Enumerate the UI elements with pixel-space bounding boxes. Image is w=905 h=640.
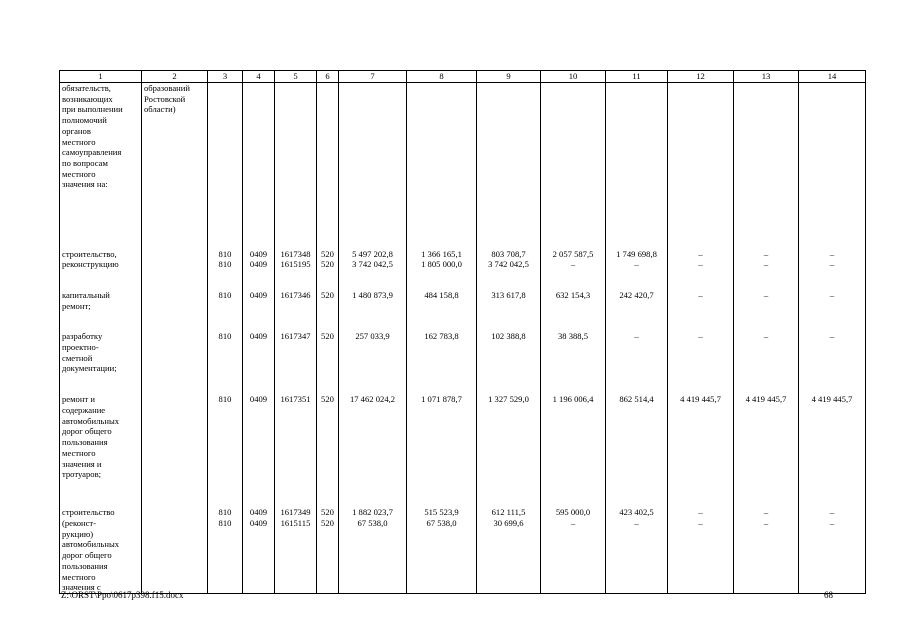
cell-text: самоуправления [62,147,122,158]
value-cell [243,487,275,593]
value-cell [477,229,541,270]
value-cell [541,311,606,374]
value-cell [275,229,317,270]
cell-text: дорог общего [62,550,112,561]
value-cell [606,229,668,270]
cell-text: 1 805 000,0 [421,259,462,270]
cell-text: 67 538,0 [357,518,388,529]
row-label-cell [60,83,142,229]
cell-text: – [698,289,703,300]
table-row [60,83,866,229]
value-cell [208,83,243,229]
cell-text: 0409 [249,248,268,259]
cell-text: 520 [321,248,334,259]
value-cell [606,83,668,229]
column-header: 12 [668,71,734,83]
cell-text: 612 111,5 [491,507,526,518]
value-cell [799,374,866,487]
cell-text: 2 057 587,5 [552,248,594,259]
value-cell [606,487,668,593]
footer-file-path: Z:\ORST\Ppo\0617p398.f15.docx [61,590,184,600]
value-cell [606,374,668,487]
value-cell [799,270,866,311]
cell-text: 5 497 202,8 [352,248,393,259]
value-cell [407,311,477,374]
cell-text: документации; [62,363,117,374]
cell-text: обязательств, [62,83,111,93]
cell-text: содержание [62,405,106,416]
value-cell [208,270,243,311]
cell-text: дорог общего [62,426,112,437]
column-header: 2 [142,71,208,83]
cell-text: по вопросам [62,157,108,168]
value-cell [317,374,339,487]
table-row [60,311,866,374]
value-cell [275,83,317,229]
cell-text: органов [62,125,91,136]
note-cell [142,229,208,270]
cell-text: разработку [62,331,103,342]
value-cell [407,229,477,270]
table-row [60,487,866,593]
cell-text: 520 [321,289,334,300]
cell-text: 862 514,4 [619,394,654,405]
value-cell [339,229,407,270]
cell-text: – [634,331,639,342]
value-cell [339,311,407,374]
value-cell [317,311,339,374]
cell-text: 4 419 445,7 [680,394,721,405]
cell-text: 810 [218,248,232,259]
column-header: 8 [407,71,477,83]
cell-text: значения и [62,458,102,469]
value-cell [606,311,668,374]
value-cell [477,487,541,593]
cell-text: – [763,289,769,300]
value-cell [275,487,317,593]
cell-text: пользования [62,560,108,571]
cell-text: 30 699,6 [493,518,524,529]
cell-text: 4 419 445,7 [745,394,787,405]
cell-text: 810 [218,289,232,300]
cell-text: 595 000,0 [555,507,591,518]
cell-text: – [763,259,769,270]
cell-text: 515 523,9 [424,507,459,518]
value-cell [606,270,668,311]
value-cell [668,270,734,311]
cell-text: – [698,518,703,529]
cell-text: 0409 [249,394,268,405]
cell-text: значения с [62,582,101,593]
value-cell [243,229,275,270]
cell-text: 0409 [249,289,268,300]
column-header: 6 [317,71,339,83]
row-label-cell [60,311,142,374]
table-body [60,83,866,594]
value-cell [208,374,243,487]
cell-text: 632 154,3 [555,289,591,300]
cell-text: 520 [321,518,334,529]
value-cell [734,229,799,270]
cell-text: 0409 [249,331,268,342]
cell-text: автомобильных [62,539,120,550]
cell-text: 810 [218,259,232,270]
cell-text: – [698,331,703,342]
note-cell [142,270,208,311]
cell-text: – [763,248,769,259]
cell-text: – [829,289,835,300]
cell-text: 1615115 [280,518,311,529]
cell-text: местного [62,136,96,147]
column-header: 14 [799,71,866,83]
column-header: 3 [208,71,243,83]
cell-text: 520 [321,331,334,342]
cell-text: – [698,248,703,259]
value-cell [317,270,339,311]
row-label-cell [60,229,142,270]
column-header: 5 [275,71,317,83]
cell-text: 810 [218,518,232,529]
value-cell [339,270,407,311]
cell-text: местного [62,447,96,458]
cell-text: сметной [62,352,93,363]
cell-text: области) [144,104,176,115]
value-cell [317,229,339,270]
value-cell [407,374,477,487]
cell-text: рукцию) [62,528,94,539]
value-cell [275,270,317,311]
cell-text: 17 462 024,2 [349,394,396,405]
value-cell [339,83,407,229]
value-cell [407,83,477,229]
cell-text: автомобильных [62,415,120,426]
note-cell [142,487,208,593]
cell-text: 102 388,8 [491,331,526,342]
note-cell [142,311,208,374]
cell-text: 1617347 [280,331,311,342]
cell-text: 38 388,5 [557,331,589,342]
cell-text: 1 071 878,7 [421,394,462,405]
value-cell [541,229,606,270]
table-header-row [60,71,866,83]
value-cell [208,311,243,374]
cell-text: 313 617,8 [491,289,526,300]
cell-text: 257 033,9 [355,331,390,342]
cell-text: реконструкцию [62,259,119,270]
cell-text: – [829,331,835,342]
cell-text: 242 420,7 [619,289,654,300]
table-row [60,229,866,270]
value-cell [799,487,866,593]
cell-text: – [763,507,769,518]
cell-text: – [763,518,769,529]
column-header: 7 [339,71,407,83]
cell-text: 1 196 006,4 [552,394,594,405]
cell-text: 1 749 698,8 [616,248,657,259]
value-cell [541,487,606,593]
cell-text: – [763,331,769,342]
row-label-cell [60,374,142,487]
page-number: 68 [824,590,833,600]
cell-text: 0409 [249,259,268,270]
cell-text: 520 [321,507,334,518]
value-cell [668,374,734,487]
cell-text: 810 [218,507,232,518]
cell-text: Ростовской [144,93,186,104]
cell-text: при выполнении [62,104,123,115]
cell-text: местного [62,571,96,582]
cell-text: 67 538,0 [426,518,457,529]
value-cell [477,270,541,311]
value-cell [541,270,606,311]
cell-text: 0409 [249,507,268,518]
cell-text: (реконст- [62,518,97,529]
value-cell [339,374,407,487]
cell-text: значения на: [62,179,108,190]
value-cell [734,311,799,374]
cell-text: местного [62,168,96,179]
row-label-cell [60,270,142,311]
value-cell [339,487,407,593]
value-cell [317,487,339,593]
cell-text: 1617348 [280,248,311,259]
cell-text: – [634,259,639,270]
cell-text: возникающих [62,93,113,104]
cell-text: – [570,259,576,270]
cell-text: 0409 [249,518,268,529]
cell-text: 810 [218,394,232,405]
cell-text: тротуаров; [62,469,102,480]
value-cell [734,270,799,311]
cell-text: строительство [62,507,115,518]
cell-text: пользования [62,437,108,448]
cell-text: 1617351 [280,394,311,405]
value-cell [477,83,541,229]
value-cell [477,374,541,487]
value-cell [243,311,275,374]
cell-text: 1617346 [280,289,311,300]
note-cell [142,83,208,229]
cell-text: 1 480 873,9 [352,289,393,300]
value-cell [541,83,606,229]
column-header: 9 [477,71,541,83]
cell-text: – [698,507,703,518]
cell-text: 3 742 042,5 [488,259,529,270]
cell-text: 1 366 165,1 [421,248,462,259]
value-cell [243,83,275,229]
value-cell [243,270,275,311]
cell-text: ремонт; [62,300,91,311]
value-cell [243,374,275,487]
cell-text: строительство, [62,248,117,259]
cell-text: 162 783,8 [424,331,459,342]
cell-text: капитальный [62,289,110,300]
value-cell [734,83,799,229]
value-cell [275,311,317,374]
value-cell [208,229,243,270]
cell-text: – [829,259,835,270]
cell-text: 3 742 042,5 [352,259,393,270]
column-header: 13 [734,71,799,83]
cell-text: полномочий [62,115,107,126]
cell-text: 810 [218,331,232,342]
value-cell [799,229,866,270]
cell-text: 484 158,8 [424,289,459,300]
value-cell [668,487,734,593]
cell-text: – [698,259,703,270]
row-label-cell [60,487,142,593]
column-header: 4 [243,71,275,83]
note-cell [142,374,208,487]
value-cell [407,270,477,311]
column-header: 1 [60,71,142,83]
value-cell [734,374,799,487]
table-row [60,374,866,487]
value-cell [477,311,541,374]
value-cell [317,83,339,229]
value-cell [407,487,477,593]
value-cell [734,487,799,593]
cell-text: – [829,507,835,518]
budget-table [59,70,866,594]
cell-text: – [829,248,835,259]
value-cell [275,374,317,487]
cell-text: проектно- [62,342,99,353]
value-cell [541,374,606,487]
cell-text: – [570,518,576,529]
value-cell [668,311,734,374]
cell-text: – [829,518,835,529]
cell-text: 520 [321,394,334,405]
cell-text: 1 327 529,0 [488,394,529,405]
cell-text: 1615195 [280,259,311,270]
cell-text: 4 419 445,7 [811,394,853,405]
value-cell [799,83,866,229]
value-cell [208,487,243,593]
table-row [60,270,866,311]
column-header: 10 [541,71,606,83]
cell-text: 1617349 [280,507,311,518]
cell-text: ремонт и [62,394,95,405]
value-cell [668,83,734,229]
value-cell [799,311,866,374]
value-cell [668,229,734,270]
cell-text: образований [144,83,190,93]
cell-text: 803 708,7 [491,248,526,259]
cell-text: 520 [321,259,334,270]
cell-text: 1 882 023,7 [352,507,393,518]
cell-text: 423 402,5 [619,507,654,518]
cell-text: – [634,518,639,529]
column-header: 11 [606,71,668,83]
